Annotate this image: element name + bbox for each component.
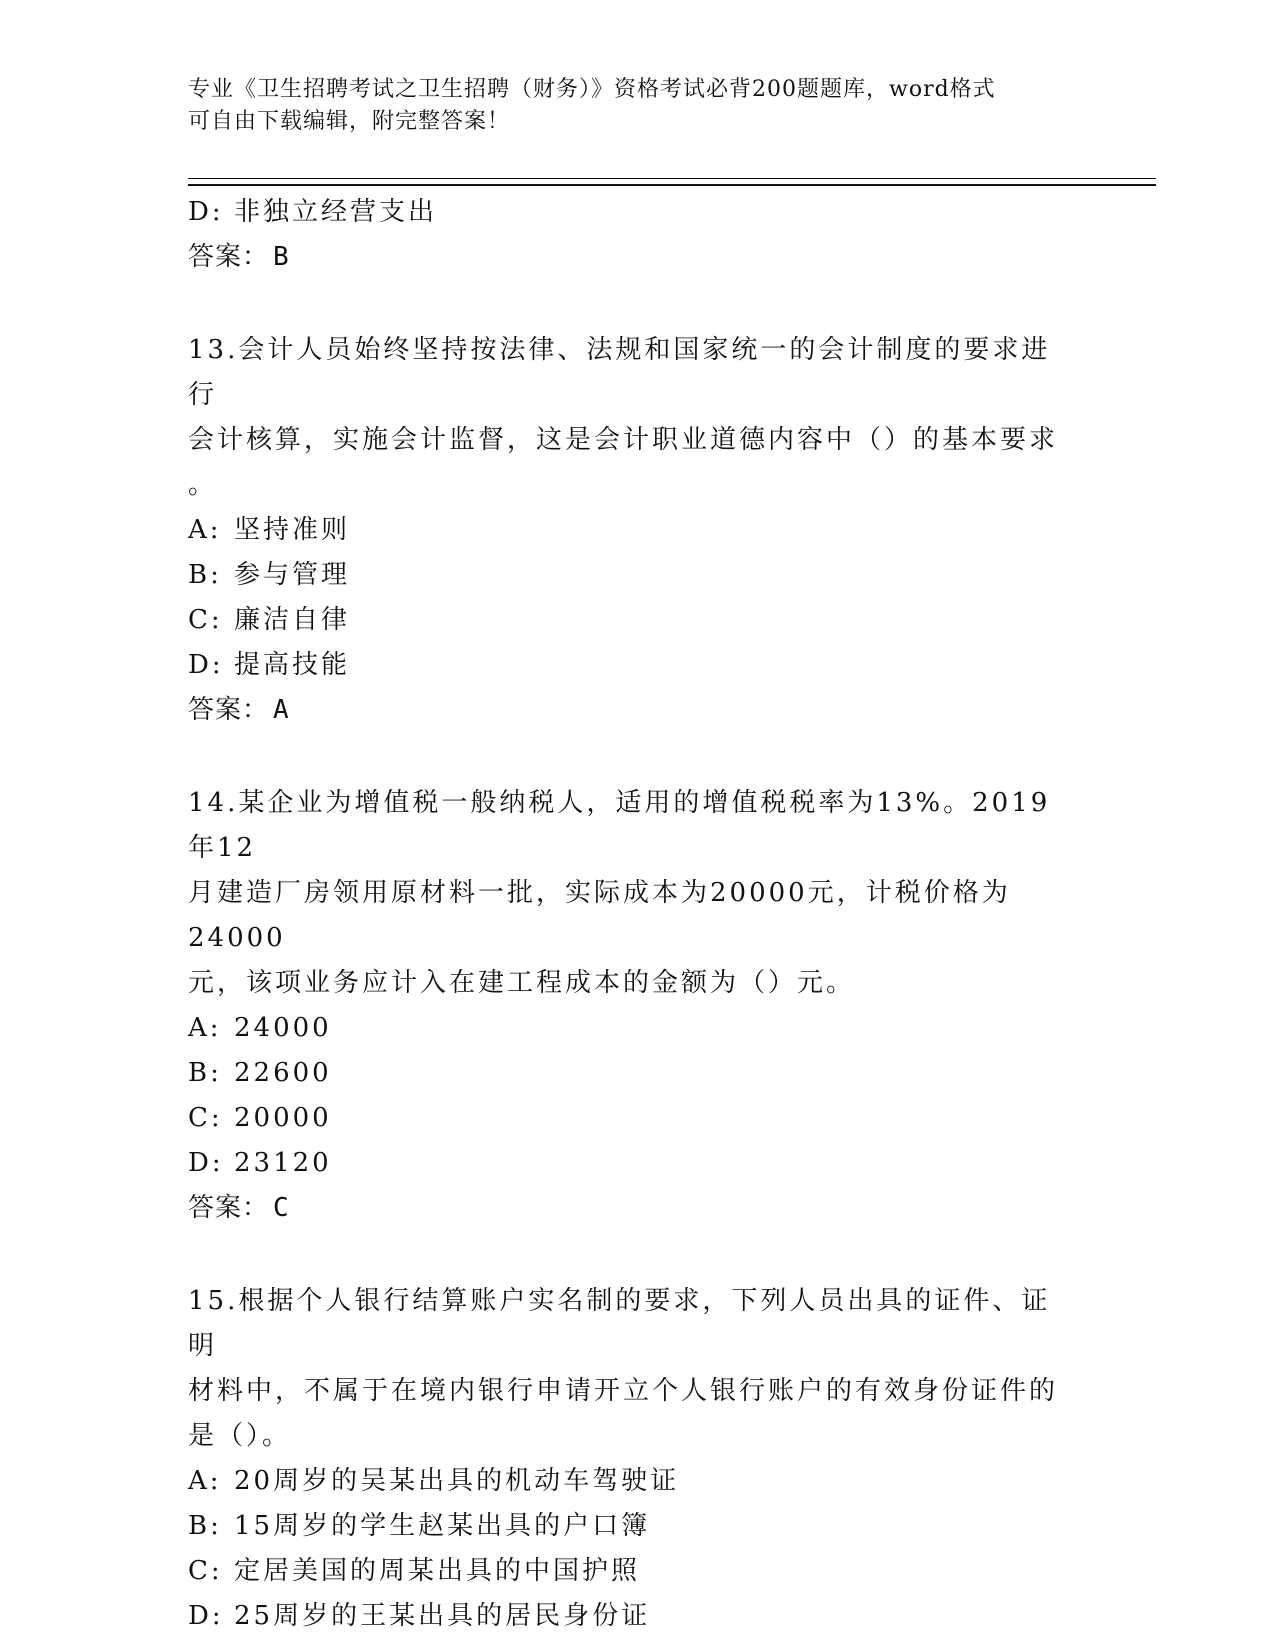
option-label: C:: [188, 1556, 223, 1586]
answer-label: 答案：: [188, 242, 270, 272]
question-14-stem: 14.某企业为增值税一般纳税人，适用的增值税税率为13%。2019年12 月建造厂房领用原材料一批，实际成本为20000元，计税价格为24000 元，该项业务应计入在建工程成本的金额为（）元。: [188, 788, 1051, 998]
option-label: B:: [188, 560, 222, 590]
question-content: [188, 190, 1088, 1639]
header-title-line2: 可自由下载编辑，附完整答案！: [188, 109, 511, 134]
question-13-answer: [188, 688, 1088, 733]
question-15-option-d: [188, 1594, 1088, 1639]
option-text: 参与管理: [234, 560, 351, 590]
option-label: A:: [188, 1466, 222, 1496]
answer-value: B: [273, 242, 290, 272]
option-text: 定居美国的周某出具的中国护照: [234, 1556, 641, 1586]
option-label: D:: [188, 1601, 224, 1631]
question-14-option-d: [188, 1141, 1088, 1186]
header-divider-thin: [188, 178, 1156, 179]
answer-value: A: [273, 695, 290, 725]
option-text: 廉洁自律: [234, 605, 351, 635]
option-text: 20周岁的吴某出具的机动车驾驶证: [234, 1466, 680, 1496]
header-title-line1: 专业《卫生招聘考试之卫生招聘（财务）》资格考试必背200题题库，word格式: [188, 77, 996, 102]
option-text: 24000: [234, 1013, 332, 1043]
option-text: 23120: [234, 1148, 332, 1178]
document-header: [188, 74, 1068, 138]
question-13-option-a: [188, 508, 1088, 553]
option-text: 非独立经营支出: [234, 197, 438, 227]
option-text: 22600: [234, 1058, 332, 1088]
option-label: B:: [188, 1511, 222, 1541]
option-label: D:: [188, 197, 224, 227]
header-divider-thick: [188, 184, 1156, 186]
option-text: 坚持准则: [234, 515, 351, 545]
question-14-option-a: [188, 1006, 1088, 1051]
option-label: D:: [188, 650, 224, 680]
question-15-option-c: [188, 1549, 1088, 1594]
option-label: C:: [188, 605, 223, 635]
option-text: 15周岁的学生赵某出具的户口簿: [234, 1511, 651, 1541]
question-13-option-d: [188, 643, 1088, 688]
question-14-answer: [188, 1186, 1088, 1231]
prev-answer: [188, 235, 1088, 280]
option-label: C:: [188, 1103, 223, 1133]
question-14-option-c: [188, 1096, 1088, 1141]
answer-label: 答案：: [188, 695, 270, 725]
option-label: A:: [188, 515, 222, 545]
question-15-option-b: [188, 1504, 1088, 1549]
question-14-option-b: [188, 1051, 1088, 1096]
answer-value: C: [273, 1193, 290, 1223]
option-text: 20000: [234, 1103, 332, 1133]
option-text: 提高技能: [234, 650, 351, 680]
question-15-option-a: [188, 1459, 1088, 1504]
answer-label: 答案：: [188, 1193, 270, 1223]
question-13-stem: 13.会计人员始终坚持按法律、法规和国家统一的会计制度的要求进行 会计核算，实施会计监督，这是会计职业道德内容中（）的基本要求 。: [188, 335, 1059, 500]
option-label: B:: [188, 1058, 222, 1088]
question-13-option-c: [188, 598, 1088, 643]
option-label: D:: [188, 1148, 224, 1178]
prev-option-d: [188, 190, 1088, 235]
question-13-option-b: [188, 553, 1088, 598]
question-15-stem: 15.根据个人银行结算账户实名制的要求，下列人员出具的证件、证明 材料中，不属于在境内银行申请开立个人银行账户的有效身份证件的 是（）。: [188, 1286, 1059, 1451]
option-label: A:: [188, 1013, 222, 1043]
option-text: 25周岁的王某出具的居民身份证: [234, 1601, 651, 1631]
